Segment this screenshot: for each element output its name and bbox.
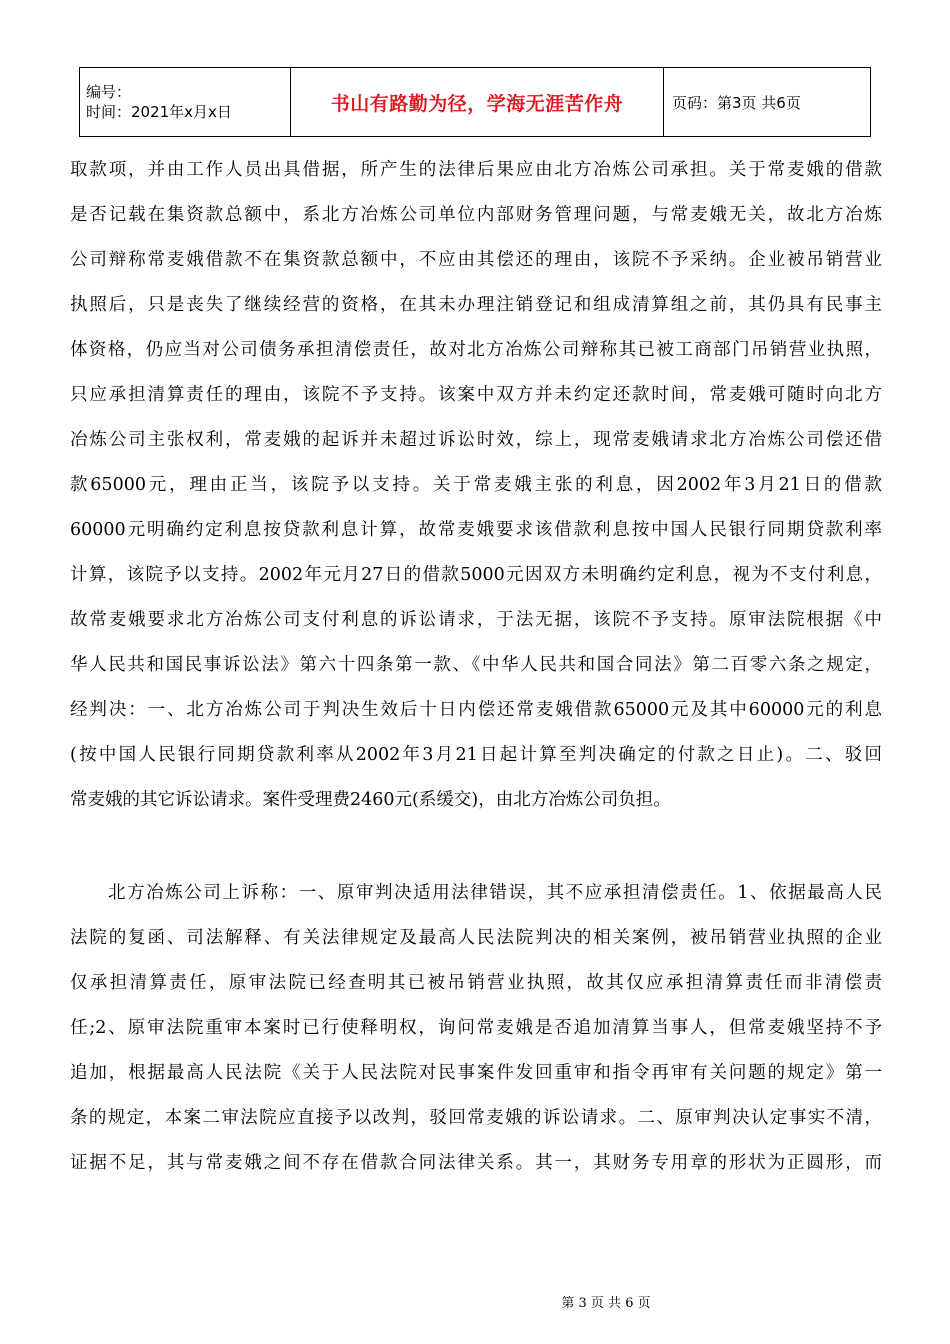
text-line: 法院的复函、司法解释、有关法律规定及最高人民法院判决的相关案例，被吊销营业执照的企业: [70, 928, 882, 948]
header-page-label: 页码：第3页 共6页: [664, 68, 871, 137]
header-motto: 书山有路勤为径，学海无涯苦作舟: [291, 68, 664, 137]
text-line: 冶炼公司主张权利，常麦娥的起诉并未超过诉讼时效，综上，现常麦娥请求北方冶炼公司偿还借: [70, 430, 882, 450]
page-footer: 第 3 页 共 6 页: [561, 1296, 651, 1311]
text-line: 体资格，仍应当对公司债务承担清偿责任，故对北方冶炼公司辩称其已被工商部门吊销营业执照，: [70, 340, 882, 360]
text-line: 任;2、原审法院重审本案时已行使释明权，询问常麦娥是否追加清算当事人，但常麦娥坚持不予: [70, 1018, 882, 1038]
text-line: 计算，该院予以支持。2002年元月27日的借款5000元因双方未明确约定利息，视为不支付利息，: [70, 565, 882, 585]
text-line: 证据不足，其与常麦娥之间不存在借款合同法律关系。其一，其财务专用章的形状为正圆形，而: [70, 1153, 882, 1173]
text-line: 取款项，并由工作人员出具借据，所产生的法律后果应由北方冶炼公司承担。关于常麦娥的借款: [70, 160, 882, 180]
text-line: 经判决：一、北方冶炼公司于判决生效后十日内偿还常麦娥借款65000元及其中60000元的利息: [70, 700, 882, 720]
text-line: 公司辩称常麦娥借款不在集资款总额中，不应由其偿还的理由，该院不予采纳。企业被吊销营业: [70, 250, 882, 270]
document-body: [70, 148, 882, 1186]
text-line: 是否记载在集资款总额中，系北方冶炼公司单位内部财务管理问题，与常麦娥无关，故北方冶炼: [70, 205, 882, 225]
text-line: 条的规定，本案二审法院应直接予以改判，驳回常麦娥的诉讼请求。二、原审判决认定事实不清，: [70, 1108, 882, 1128]
paragraph-gap: [70, 823, 882, 871]
text-line: 60000元明确约定利息按贷款利息计算，故常麦娥要求该借款利息按中国人民银行同期贷款利率: [70, 520, 882, 540]
text-line: 追加，根据最高人民法院《关于人民法院对民事案件发回重审和指令再审有关问题的规定》第一: [70, 1063, 882, 1083]
text-line: 仅承担清算责任，原审法院已经查明其已被吊销营业执照，故其仅应承担清算责任而非清偿责: [70, 973, 882, 993]
text-line: 款65000元，理由正当，该院予以支持。关于常麦娥主张的利息，因2002年3月21日的借款: [70, 475, 882, 495]
text-line: 故常麦娥要求北方冶炼公司支付利息的诉讼请求，于法无据，该院不予支持。原审法院根据《中: [70, 610, 882, 630]
text-line: 只应承担清算责任的理由，该院不予支持。该案中双方并未约定还款时间，常麦娥可随时向北方: [70, 385, 882, 405]
text-line: (按中国人民银行同期贷款利率从2002年3月21日起计算至判决确定的付款之日止)。二、驳回: [70, 745, 882, 765]
header-meta-cell: [80, 68, 291, 137]
document-number-label: 编号：: [86, 83, 132, 101]
text-line: 北方冶炼公司上诉称：一、原审判决适用法律错误，其不应承担清偿责任。1、依据最高人民: [108, 883, 882, 903]
document-header: [79, 67, 871, 137]
text-line: 常麦娥的其它诉讼请求。案件受理费2460元(系缓交)，由北方冶炼公司负担。: [70, 790, 671, 810]
text-line: 执照后，只是丧失了继续经营的资格，在其未办理注销登记和组成清算组之前，其仍具有民事主: [70, 295, 882, 315]
text-line: 华人民共和国民事诉讼法》第六十四条第一款、《中华人民共和国合同法》第二百零六条之规定，: [70, 655, 882, 675]
paragraph: [70, 871, 882, 1186]
paragraph: [70, 148, 882, 823]
document-date-label: 时间：2021年x月x日: [86, 103, 232, 121]
